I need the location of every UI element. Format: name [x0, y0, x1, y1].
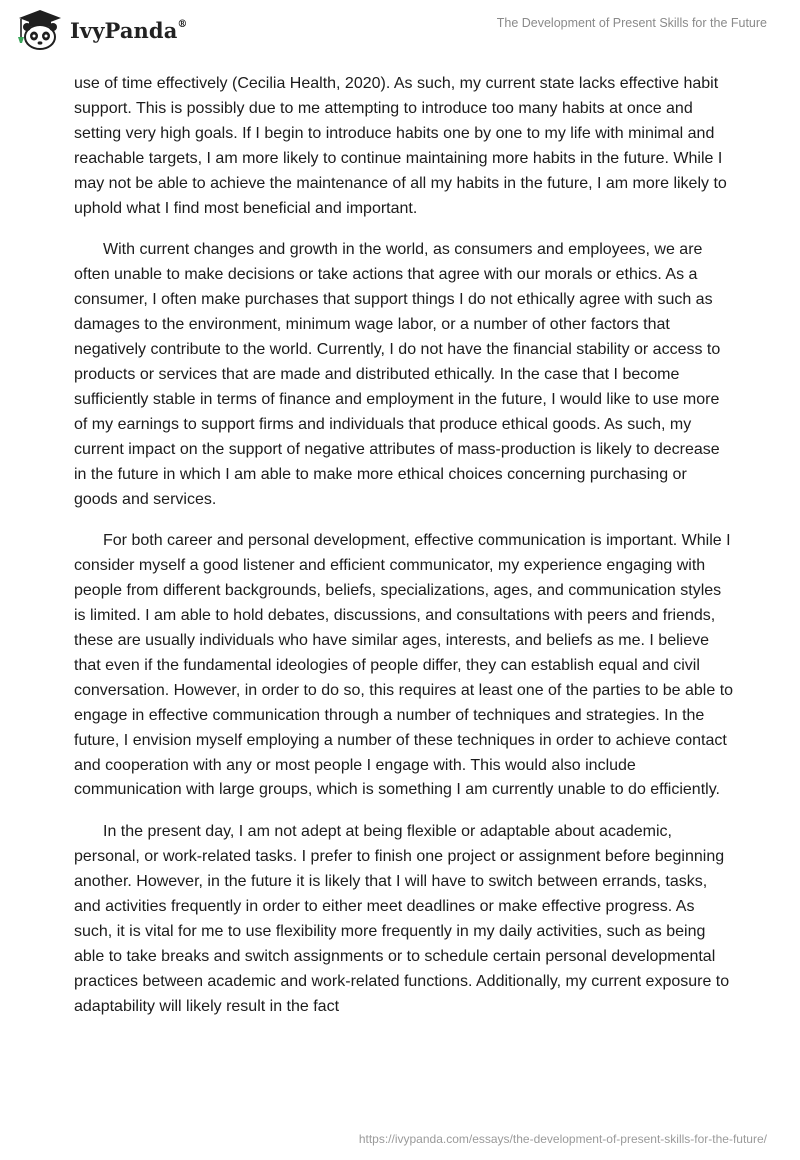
paragraph-communication: For both career and personal development, effective communication is important. While I consider myself a good listener and efficient communicator, my experience engaging with people from different backgrounds, beliefs, specializations, ages, and communication styles is limited. I am able to hold debates, discussions, and consultations with peers and friends, these are usually individuals who have similar ages, interests, and beliefs as me. I believe that even if the fundamental ideologies of people differ, they can establish equal and civil conversation. However, in order to do so, this requires at least one of the parties to be able to engage in effective communication through a number of techniques and strategies. In the future, I envision myself employing a number of these techniques in order to achieve contact and cooperation with any or most people I engage with. This would also include communication with large groups, which is something I am currently unable to do efficiently.: [74, 532, 734, 799]
paragraph-flexibility: In the present day, I am not adept at being flexible or adaptable about academic, personal, or work-related tasks. I prefer to finish one project or assignment before beginning another. However, in the future it is likely that I will have to switch between errands, tasks, and activities frequently in order to either meet deadlines or make effective progress. As such, it is vital for me to use flexibility more frequently in my daily activities, such as being able to take breaks and switch assignments or to schedule certain personal developmental practices between academic and work-related functions. Additionally, my current exposure to adaptability will likely result in the fact: [74, 823, 730, 1015]
source-url[interactable]: https://ivypanda.com/essays/the-development-of-present-skills-for-the-future/: [358, 1132, 767, 1146]
panda-mascot-icon: [14, 8, 66, 52]
ivypanda-logo[interactable]: [14, 8, 188, 52]
paragraph-continued: use of time effectively (Cecilia Health, 2020). As such, my current state lacks effective habit support. This is possibly due to me attempting to introduce too many habits at once and setting very high goals. If I begin to introduce habits one by one to my life with minimal and reachable targets, I am more likely to continue maintaining more habits in the future. While I may not be able to achieve the maintenance of all my habits in the future, I am more likely to uphold what I find most beneficial and important.: [74, 75, 727, 217]
brand-name: IvyPanda®: [70, 17, 188, 43]
paragraph-ethics: With current changes and growth in the world, as consumers and employees, we are often unable to make decisions or take actions that agree with our morals or ethics. As a consumer, I often make purchases that support things I do not ethically agree with such as damages to the environment, minimum wage labor, or a number of other factors that negatively contribute to the world. Currently, I do not have the financial stability or access to products or services that are made and distributed ethically. In the case that I become sufficiently stable in terms of finance and employment in the future, I would like to use more of my earnings to support firms and individuals that produce ethical goods. As such, my current impact on the support of negative attributes of mass-production is likely to decrease in the future in which I am able to make more ethical choices concerning purchasing or goods and services.: [74, 241, 721, 508]
page-header: [0, 0, 800, 70]
essay-body: [74, 72, 734, 1020]
document-title: The Development of Present Skills for the Future: [496, 16, 767, 30]
